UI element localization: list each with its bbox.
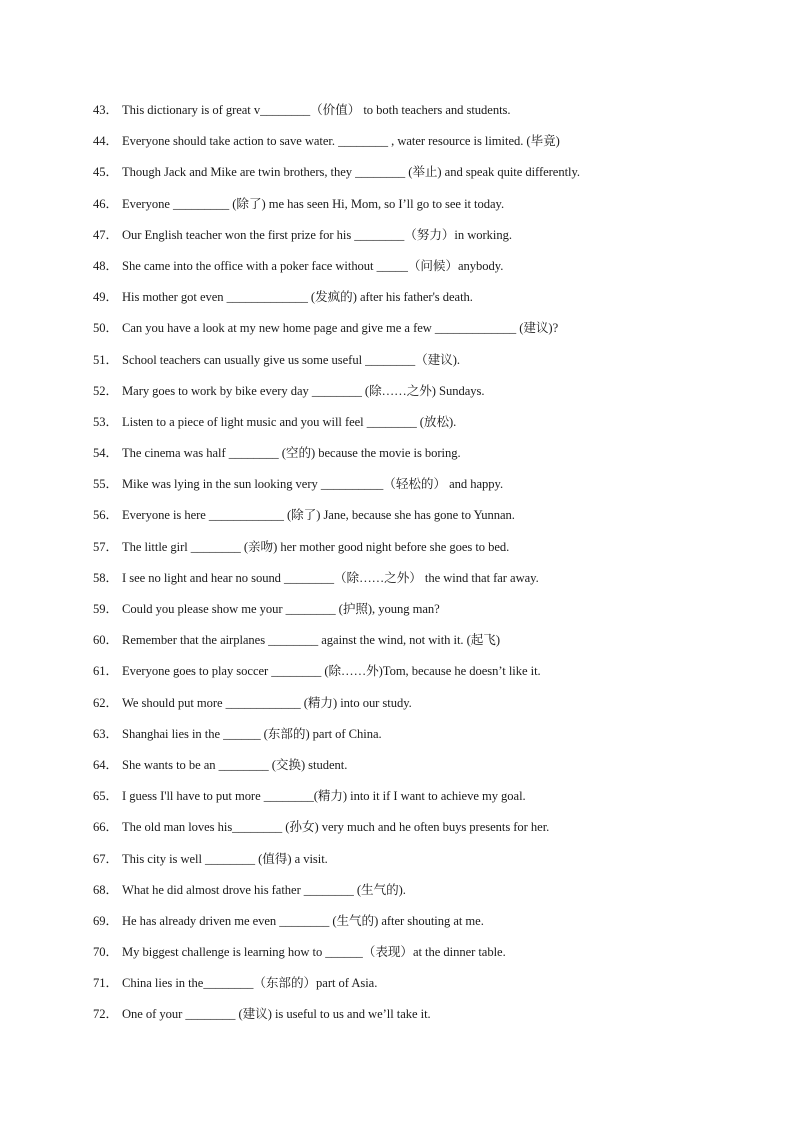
- question-item: [93, 256, 753, 287]
- question-text: Everyone is here ____________ (除了) Jane, because she has gone to Yunnan.: [122, 508, 515, 523]
- question-text: Can you have a look at my new home page and give me a few _____________ (建议)?: [122, 321, 559, 336]
- question-number: 60．: [93, 633, 119, 648]
- question-text: School teachers can usually give us some useful ________（建议).: [122, 352, 460, 367]
- question-item: [93, 100, 753, 131]
- question-number: 51．: [93, 352, 119, 367]
- question-number: 68．: [93, 882, 119, 897]
- question-number: 65．: [93, 789, 119, 804]
- question-number: 56．: [93, 508, 119, 523]
- question-number: 63．: [93, 726, 119, 741]
- question-text: My biggest challenge is learning how to ______（表现）at the dinner table.: [122, 945, 506, 960]
- question-item: [93, 287, 753, 318]
- question-text: She wants to be an ________ (交换) student.: [122, 757, 348, 772]
- question-number: 50．: [93, 321, 119, 336]
- question-number: 69．: [93, 913, 119, 928]
- question-number: 55．: [93, 477, 119, 492]
- question-text: He has already driven me even ________ (生气的) after shouting at me.: [122, 913, 484, 928]
- question-text: Shanghai lies in the ______ (东部的) part of China.: [122, 726, 382, 741]
- question-number: 64．: [93, 757, 119, 772]
- question-list: [93, 100, 753, 1036]
- question-text: His mother got even _____________ (发疯的) after his father's death.: [122, 290, 473, 305]
- question-number: 48．: [93, 258, 119, 273]
- question-text: Listen to a piece of light music and you will feel ________ (放松).: [122, 414, 457, 429]
- question-item: [93, 817, 753, 848]
- question-number: 59．: [93, 602, 119, 616]
- question-text: Mike was lying in the sun looking very __________（轻松的） and happy.: [122, 477, 504, 492]
- question-number: 70．: [93, 945, 119, 960]
- question-item: [93, 1004, 753, 1035]
- question-number: 43．: [93, 103, 119, 117]
- question-item: [93, 973, 753, 1004]
- question-text: What he did almost drove his father ________ (生气的).: [122, 882, 406, 897]
- question-number: 53．: [93, 414, 119, 429]
- question-item: [93, 599, 753, 630]
- question-item: [93, 474, 753, 505]
- question-number: 57．: [93, 539, 119, 554]
- question-text: This dictionary is of great v________（价值） to both teachers and students.: [122, 103, 511, 117]
- question-number: 61．: [93, 664, 119, 679]
- question-number: 46．: [93, 196, 119, 211]
- question-text: Everyone should take action to save water. ________ , water resource is limited. (毕竟): [122, 134, 560, 149]
- question-text: Everyone _________ (除了) me has seen Hi, Mom, so I’ll go to see it today.: [122, 196, 505, 211]
- question-item: [93, 318, 753, 349]
- question-text: Could you please show me your ________ (护照), young man?: [122, 602, 440, 616]
- question-item: [93, 350, 753, 381]
- question-text: The little girl ________ (亲吻) her mother good night before she goes to bed.: [122, 539, 510, 554]
- question-text: The cinema was half ________ (空的) because the movie is boring.: [122, 446, 461, 461]
- question-number: 72．: [93, 1007, 119, 1022]
- question-text: Mary goes to work by bike every day ________ (除……之外) Sundays.: [122, 383, 485, 398]
- question-text: We should put more ____________ (精力) into our study.: [122, 695, 412, 710]
- question-number: 54．: [93, 446, 119, 461]
- question-item: [93, 225, 753, 256]
- question-item: [93, 194, 753, 225]
- question-item: [93, 443, 753, 474]
- question-text: China lies in the________（东部的）part of Asia.: [122, 976, 378, 991]
- question-number: 62．: [93, 695, 119, 710]
- question-text: Our English teacher won the first prize for his ________（努力）in working.: [122, 227, 512, 242]
- question-item: [93, 911, 753, 942]
- question-text: Remember that the airplanes ________ against the wind, not with it. (起飞): [122, 633, 500, 648]
- question-item: [93, 131, 753, 162]
- question-number: 67．: [93, 851, 119, 866]
- question-item: [93, 162, 753, 193]
- question-item: [93, 786, 753, 817]
- question-text: The old man loves his________ (孙女) very much and he often buys presents for her.: [122, 820, 550, 835]
- question-number: 49．: [93, 290, 119, 305]
- question-number: 71．: [93, 976, 119, 991]
- question-item: [93, 755, 753, 786]
- question-text: Everyone goes to play soccer ________ (除……外)Tom, because he doesn’t like it.: [122, 664, 541, 679]
- question-item: [93, 661, 753, 692]
- question-item: [93, 942, 753, 973]
- question-item: [93, 412, 753, 443]
- question-item: [93, 630, 753, 661]
- question-item: [93, 381, 753, 412]
- question-text: She came into the office with a poker face without _____（问候）anybody.: [122, 258, 504, 273]
- question-number: 45．: [93, 165, 119, 180]
- question-item: [93, 724, 753, 755]
- question-number: 66．: [93, 820, 119, 835]
- question-number: 47．: [93, 227, 119, 242]
- question-item: [93, 568, 753, 599]
- question-number: 52．: [93, 383, 119, 398]
- question-text: I see no light and hear no sound ________（除……之外） the wind that far away.: [122, 570, 539, 585]
- question-text: One of your ________ (建议) is useful to us and we’ll take it.: [122, 1007, 431, 1022]
- question-item: [93, 880, 753, 911]
- question-number: 44．: [93, 134, 119, 149]
- question-text: I guess I'll have to put more ________(精力) into it if I want to achieve my goal.: [122, 789, 526, 804]
- question-item: [93, 849, 753, 880]
- question-text: This city is well ________ (值得) a visit.: [122, 851, 328, 866]
- question-number: 58．: [93, 570, 119, 585]
- question-text: Though Jack and Mike are twin brothers, they ________ (举止) and speak quite differently.: [122, 165, 581, 180]
- question-item: [93, 537, 753, 568]
- question-item: [93, 693, 753, 724]
- question-item: [93, 505, 753, 536]
